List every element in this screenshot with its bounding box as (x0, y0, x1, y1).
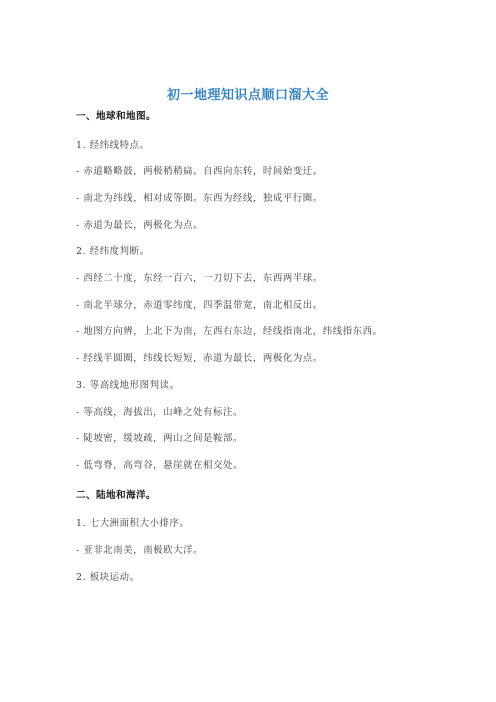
list-item: 1. 经纬线特点。 (76, 140, 150, 151)
list-item: - 南北为纬线，相对成等圈。东西为经线，独成平行圈。 (76, 193, 323, 204)
list-item: - 地图方向辨，上北下为南，左西右东边，经线指南北，纬线指东西。 (76, 326, 383, 337)
list-item: - 赤道为最长，两极化为点。 (76, 220, 204, 231)
page-title: 初一地理知识点顺口溜大全 (166, 88, 329, 103)
list-item: - 南北半球分，赤道零纬度，四季温带宽，南北相反出。 (76, 300, 323, 311)
list-item: 1. 七大洲面积大小排序。 (76, 518, 190, 529)
list-item: 2. 板块运动。 (76, 572, 140, 583)
section-heading-1: 一、地球和地图。 (76, 111, 156, 122)
list-item: 3. 等高线地形图判读。 (76, 380, 180, 391)
list-item: - 亚非北南美，南极欧大洋。 (76, 545, 204, 556)
list-item: - 西经二十度，东经一百六，一刀切下去，东西两半球。 (76, 273, 323, 284)
list-item: - 低弯脊，高弯谷，悬崖就在相交处。 (76, 460, 243, 471)
list-item: - 等高线，海拔出，山峰之处有标注。 (76, 407, 243, 418)
list-item: - 陡坡密，缓坡疏，两山之间是鞍部。 (76, 433, 243, 444)
list-item: - 赤道略略鼓，两极稍稍扁。自西向东转，时间始变迁。 (76, 166, 323, 177)
section-heading-2: 二、陆地和海洋。 (76, 490, 156, 501)
list-item: 2. 经纬度判断。 (76, 246, 150, 257)
list-item: - 经线半圆圈，纬线长短短，赤道为最长，两极化为点。 (76, 353, 323, 364)
